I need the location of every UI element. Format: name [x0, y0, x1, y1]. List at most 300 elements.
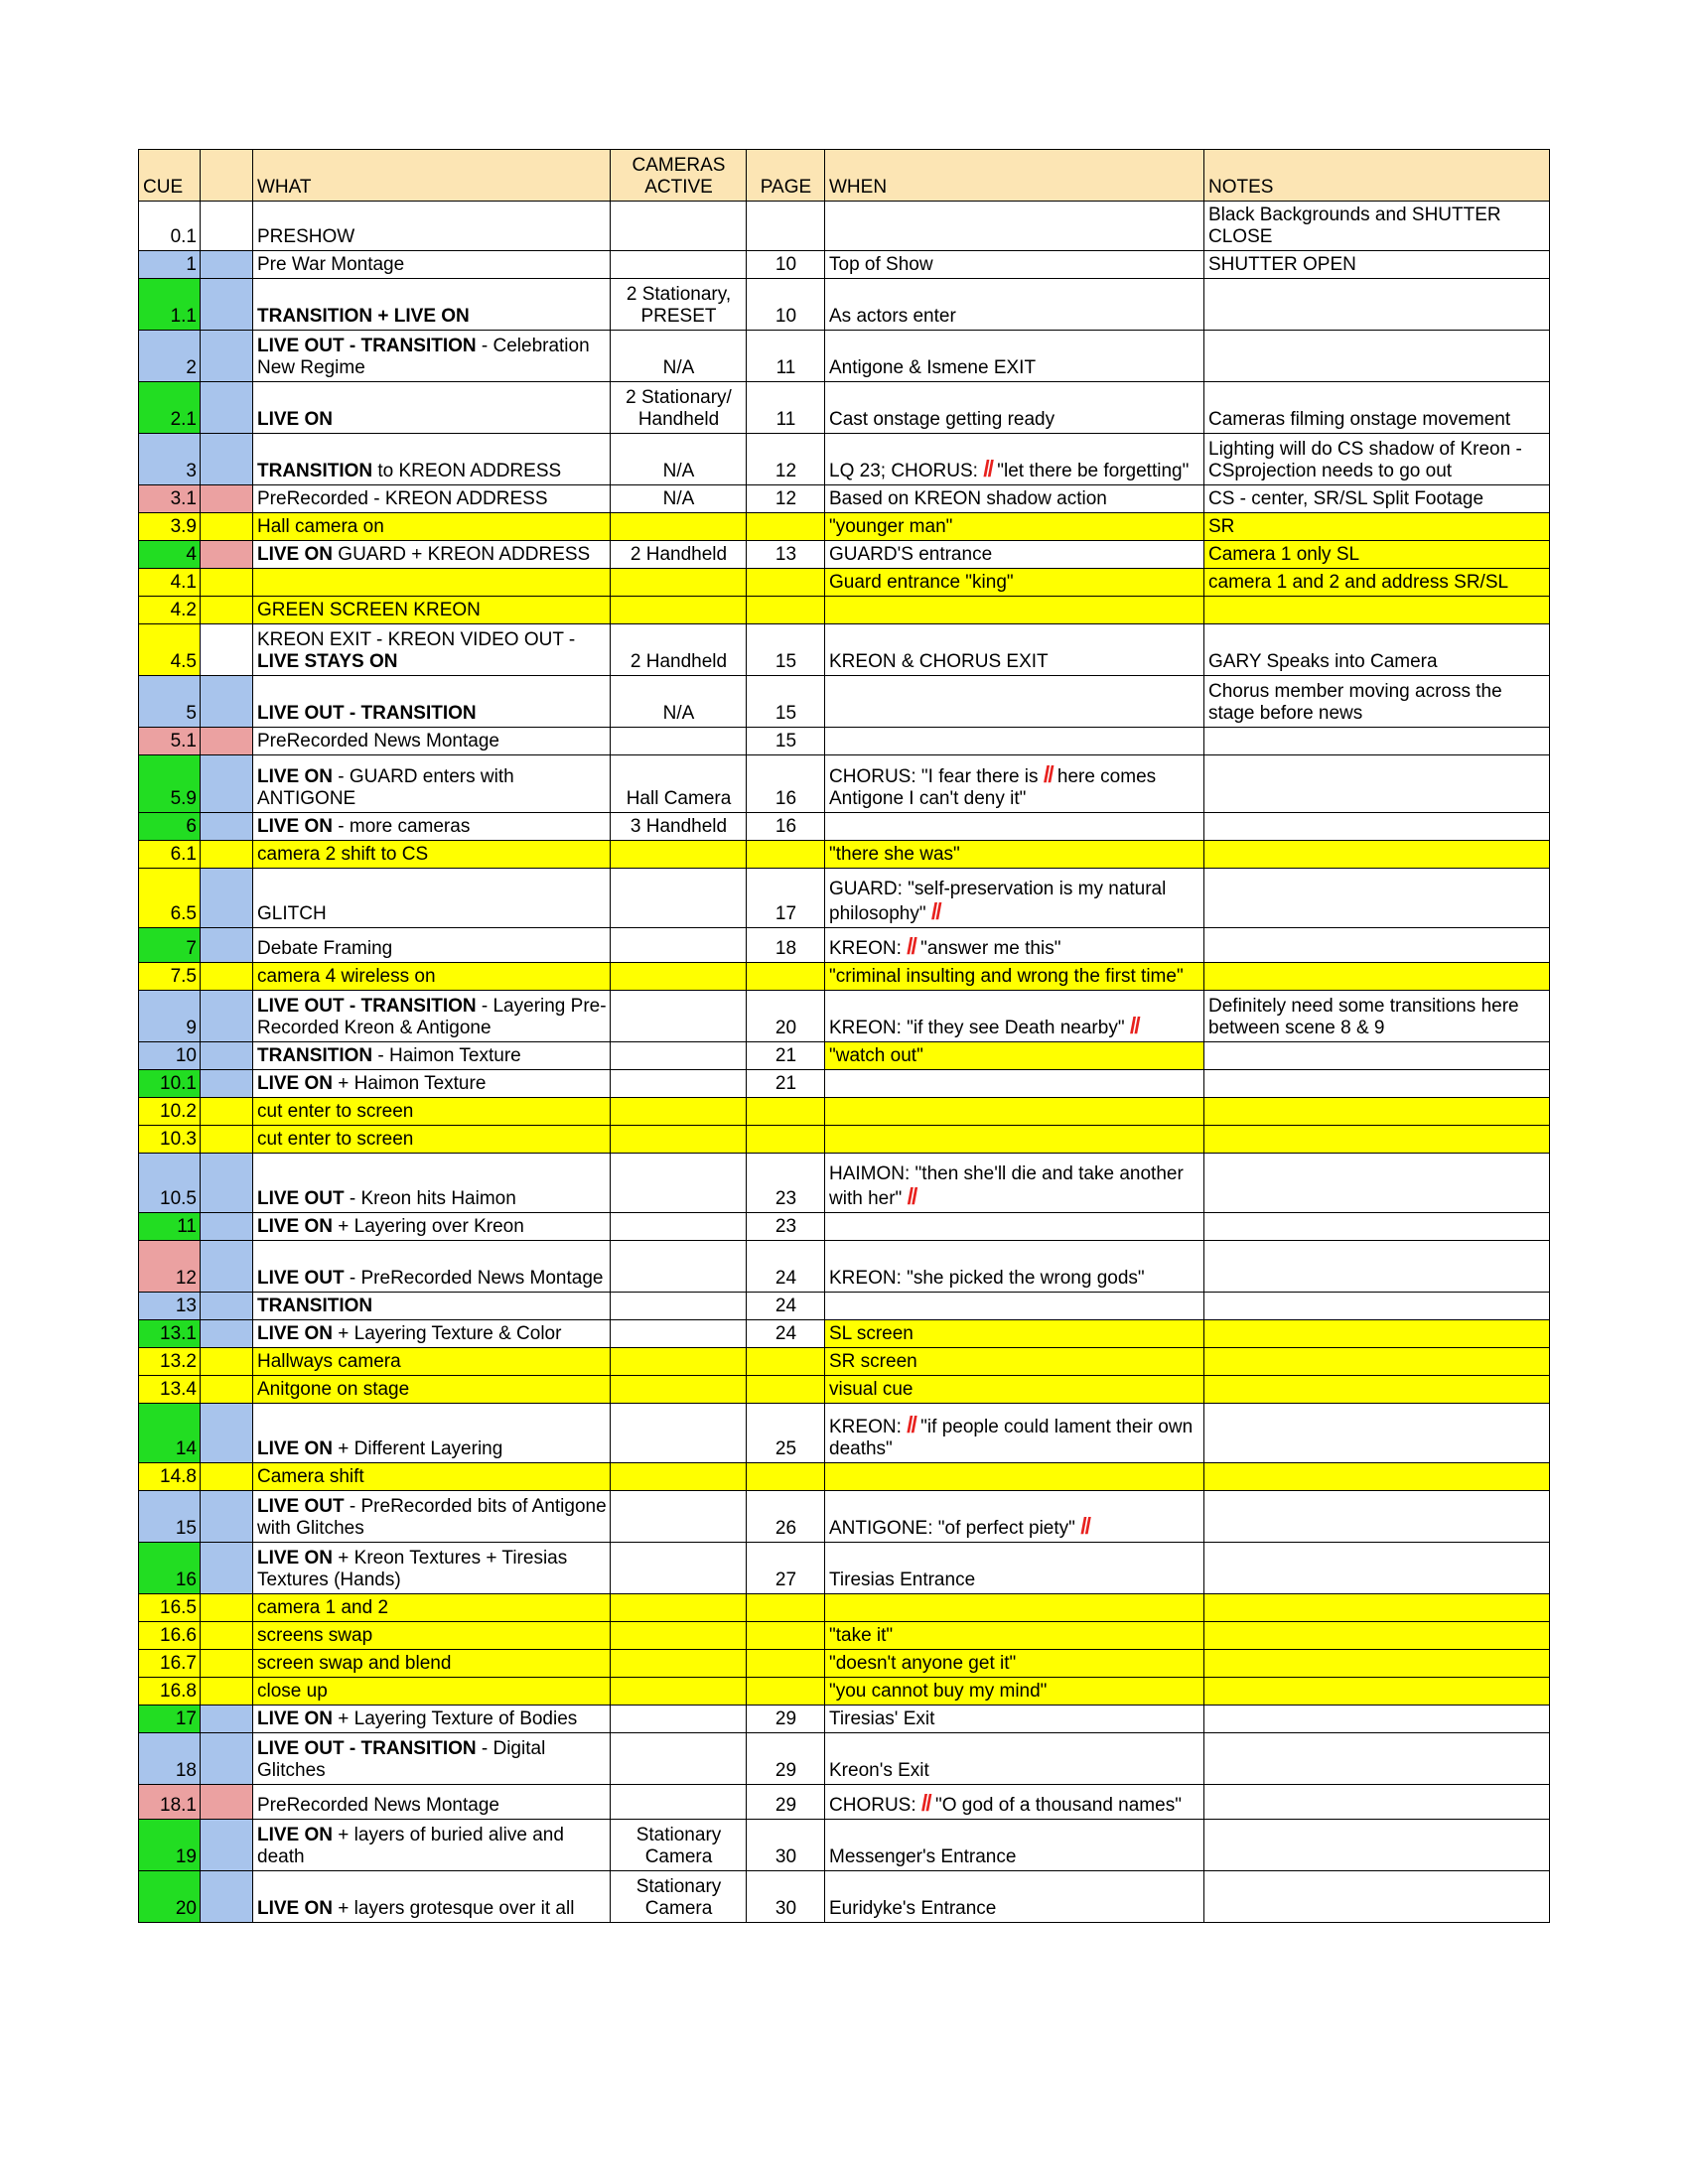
cue-what — [253, 279, 611, 331]
cue-when — [825, 991, 1204, 1042]
cue-row — [139, 1126, 1550, 1154]
cue-row — [139, 1070, 1550, 1098]
cue-notes: Camera 1 only SL — [1204, 541, 1550, 569]
cue-number: 5.9 — [139, 755, 201, 813]
cue-notes: Lighting will do CS shadow of Kreon - CSprojection needs to go out — [1204, 434, 1550, 485]
cue-cameras: N/A — [611, 676, 747, 728]
cue-number: 4.2 — [139, 597, 201, 624]
header-cameras-line2: ACTIVE — [644, 177, 713, 198]
cue-cameras — [611, 1785, 747, 1820]
cue-what — [253, 1213, 611, 1241]
when-text: LQ 23; CHORUS: — [829, 461, 984, 481]
when-text: Antigone & Ismene EXIT — [829, 357, 1037, 378]
what-text: to KREON ADDRESS — [372, 461, 562, 481]
what-text: GLITCH — [257, 903, 327, 924]
when-text: As actors enter — [829, 306, 956, 327]
cue-page — [747, 513, 825, 541]
when-text: KREON: "she picked the wrong gods" — [829, 1268, 1145, 1289]
what-bold-text: LIVE ON — [257, 1216, 334, 1237]
cue-what — [253, 597, 611, 624]
cue-notes: Definitely need some transitions here between scene 8 & 9 — [1204, 991, 1550, 1042]
when-text: HAIMON: "then she'll die and take another with her" — [829, 1163, 1184, 1209]
cue-row — [139, 1785, 1550, 1820]
cue-when — [825, 1376, 1204, 1404]
cue-type-swatch — [201, 1733, 253, 1785]
what-bold-text: LIVE OUT — [257, 1188, 345, 1209]
cue-row — [139, 624, 1550, 676]
cue-page: 20 — [747, 991, 825, 1042]
cue-type-swatch — [201, 541, 253, 569]
cue-cameras: 2 Stationary/ Handheld — [611, 382, 747, 434]
cue-what — [253, 1241, 611, 1293]
when-text: "if people could lament their own deaths" — [829, 1417, 1194, 1459]
cue-notes — [1204, 755, 1550, 813]
cue-notes: SR — [1204, 513, 1550, 541]
cue-row — [139, 676, 1550, 728]
cue-number: 5.1 — [139, 728, 201, 755]
when-text: "watch out" — [829, 1045, 923, 1066]
what-text: + Layering Texture of Bodies — [333, 1708, 578, 1729]
what-text: PreRecorded News Montage — [257, 1795, 499, 1816]
cue-type-swatch — [201, 279, 253, 331]
what-text: PreRecorded News Montage — [257, 731, 499, 751]
header-row — [139, 150, 1550, 202]
cue-when — [825, 1154, 1204, 1213]
cue-when — [825, 1594, 1204, 1622]
cue-notes — [1204, 1293, 1550, 1320]
cue-type-swatch — [201, 1650, 253, 1678]
cue-number: 16.7 — [139, 1650, 201, 1678]
when-text: Guard entrance "king" — [829, 572, 1014, 593]
cue-type-swatch — [201, 1404, 253, 1463]
what-text: PRESHOW — [257, 226, 355, 247]
cue-what — [253, 434, 611, 485]
cue-row — [139, 331, 1550, 382]
what-text: screen swap and blend — [257, 1653, 452, 1674]
cue-when — [825, 541, 1204, 569]
cue-row — [139, 1706, 1550, 1733]
line-separator-mark: // — [1080, 1513, 1089, 1539]
cue-cameras — [611, 202, 747, 251]
header-page: PAGE — [747, 150, 825, 202]
cue-when — [825, 513, 1204, 541]
cue-number: 4 — [139, 541, 201, 569]
cue-when — [825, 434, 1204, 485]
cue-page — [747, 1678, 825, 1706]
what-bold-text: TRANSITION + LIVE ON — [257, 306, 470, 327]
cue-type-swatch — [201, 1348, 253, 1376]
what-text: - Haimon Texture — [372, 1045, 521, 1066]
cue-page — [747, 569, 825, 597]
cue-when — [825, 813, 1204, 841]
cue-what — [253, 1650, 611, 1678]
cue-row — [139, 251, 1550, 279]
header-cue: CUE — [139, 150, 201, 202]
what-bold-text: LIVE ON — [257, 1438, 334, 1459]
cue-what — [253, 1491, 611, 1543]
cue-cameras — [611, 1491, 747, 1543]
cue-number: 14.8 — [139, 1463, 201, 1491]
cue-row — [139, 541, 1550, 569]
cue-row — [139, 991, 1550, 1042]
cue-what — [253, 1320, 611, 1348]
when-text: visual cue — [829, 1379, 914, 1400]
cue-row — [139, 1594, 1550, 1622]
cue-type-swatch — [201, 1706, 253, 1733]
cue-number: 1.1 — [139, 279, 201, 331]
cue-sheet-table — [138, 149, 1550, 1923]
cue-number: 3.9 — [139, 513, 201, 541]
cue-page: 16 — [747, 813, 825, 841]
cue-when — [825, 1098, 1204, 1126]
cue-when — [825, 1126, 1204, 1154]
cue-page: 27 — [747, 1543, 825, 1594]
cue-cameras: Stationary Camera — [611, 1871, 747, 1923]
what-text: cut enter to screen — [257, 1129, 414, 1150]
cue-type-swatch — [201, 1042, 253, 1070]
cue-what — [253, 1678, 611, 1706]
cue-page — [747, 597, 825, 624]
cue-what — [253, 991, 611, 1042]
what-text: KREON EXIT - KREON VIDEO OUT - — [257, 629, 576, 650]
what-text: - Kreon hits Haimon — [344, 1188, 516, 1209]
cue-cameras — [611, 1733, 747, 1785]
cue-what — [253, 813, 611, 841]
line-separator-mark: // — [907, 933, 915, 959]
cue-type-swatch — [201, 1463, 253, 1491]
cue-number: 11 — [139, 1213, 201, 1241]
cue-what — [253, 676, 611, 728]
cue-notes — [1204, 1404, 1550, 1463]
line-separator-mark: // — [1129, 1013, 1139, 1038]
what-text: + Haimon Texture — [333, 1073, 487, 1094]
cue-what — [253, 841, 611, 869]
cue-when — [825, 841, 1204, 869]
cue-number: 4.5 — [139, 624, 201, 676]
cue-type-swatch — [201, 869, 253, 928]
what-bold-text: LIVE ON — [257, 766, 334, 787]
line-separator-mark: // — [1043, 761, 1053, 787]
cue-page: 10 — [747, 279, 825, 331]
cue-page: 10 — [747, 251, 825, 279]
cue-row — [139, 1098, 1550, 1126]
cue-number: 4.1 — [139, 569, 201, 597]
cue-row — [139, 1293, 1550, 1320]
when-text: "younger man" — [829, 516, 953, 537]
what-bold-text: LIVE OUT — [257, 1268, 345, 1289]
cue-number: 5 — [139, 676, 201, 728]
cue-when — [825, 382, 1204, 434]
cue-notes — [1204, 1348, 1550, 1376]
cue-row — [139, 1871, 1550, 1923]
cue-row — [139, 513, 1550, 541]
cue-row — [139, 569, 1550, 597]
cue-type-swatch — [201, 1871, 253, 1923]
cue-what — [253, 1098, 611, 1126]
cue-row — [139, 597, 1550, 624]
cue-page: 23 — [747, 1154, 825, 1213]
cue-notes — [1204, 1463, 1550, 1491]
cue-cameras — [611, 1126, 747, 1154]
what-text: + Different Layering — [333, 1438, 503, 1459]
when-text: "let there be forgetting" — [992, 461, 1190, 481]
cue-what — [253, 963, 611, 991]
cue-number: 13.2 — [139, 1348, 201, 1376]
cue-page: 29 — [747, 1785, 825, 1820]
cue-cameras: N/A — [611, 434, 747, 485]
cue-type-swatch — [201, 382, 253, 434]
cue-rows — [139, 202, 1550, 1923]
cue-row — [139, 1463, 1550, 1491]
cue-when — [825, 1785, 1204, 1820]
what-text: + layers grotesque over it all — [333, 1898, 575, 1919]
cue-when — [825, 963, 1204, 991]
cue-what — [253, 728, 611, 755]
cue-type-swatch — [201, 513, 253, 541]
cue-notes: Cameras filming onstage movement — [1204, 382, 1550, 434]
cue-notes — [1204, 1871, 1550, 1923]
cue-number: 20 — [139, 1871, 201, 1923]
cue-notes — [1204, 597, 1550, 624]
header-when: WHEN — [825, 150, 1204, 202]
when-text: "answer me this" — [914, 938, 1061, 959]
what-bold-text: LIVE ON — [257, 544, 334, 565]
when-text: GUARD'S entrance — [829, 544, 993, 565]
cue-notes — [1204, 1070, 1550, 1098]
cue-when — [825, 1463, 1204, 1491]
cue-page: 11 — [747, 331, 825, 382]
cue-what — [253, 1871, 611, 1923]
cue-page: 24 — [747, 1293, 825, 1320]
cue-row — [139, 963, 1550, 991]
when-text: KREON: — [829, 938, 908, 959]
what-text: Anitgone on stage — [257, 1379, 410, 1400]
cue-page: 17 — [747, 869, 825, 928]
cue-what — [253, 1376, 611, 1404]
when-text: GUARD: "self-preservation is my natural philosophy" — [829, 879, 1167, 924]
cue-type-swatch — [201, 1241, 253, 1293]
what-text: - more cameras — [333, 816, 471, 837]
cue-cameras — [611, 1241, 747, 1293]
what-bold-text: LIVE OUT - TRANSITION — [257, 996, 477, 1017]
cue-what — [253, 1348, 611, 1376]
cue-notes — [1204, 279, 1550, 331]
cue-row — [139, 1376, 1550, 1404]
cue-when — [825, 728, 1204, 755]
cue-cameras — [611, 991, 747, 1042]
cue-when — [825, 1871, 1204, 1923]
cue-what — [253, 1706, 611, 1733]
cue-row — [139, 728, 1550, 755]
cue-page: 29 — [747, 1733, 825, 1785]
cue-notes: GARY Speaks into Camera — [1204, 624, 1550, 676]
cue-number: 10.1 — [139, 1070, 201, 1098]
when-text: KREON: — [829, 1417, 908, 1437]
cue-notes — [1204, 813, 1550, 841]
cue-page — [747, 1126, 825, 1154]
cue-what — [253, 755, 611, 813]
when-text: Euridyke's Entrance — [829, 1898, 997, 1919]
cue-number: 3.1 — [139, 485, 201, 513]
what-bold-text: LIVE ON — [257, 1708, 334, 1729]
cue-page: 15 — [747, 676, 825, 728]
cue-row — [139, 1820, 1550, 1871]
cue-notes: SHUTTER OPEN — [1204, 251, 1550, 279]
cue-when — [825, 755, 1204, 813]
cue-what — [253, 202, 611, 251]
cue-page: 23 — [747, 1213, 825, 1241]
cue-type-swatch — [201, 813, 253, 841]
cue-what — [253, 1042, 611, 1070]
cue-what — [253, 1785, 611, 1820]
cue-number: 18 — [139, 1733, 201, 1785]
cue-cameras — [611, 1650, 747, 1678]
cue-notes — [1204, 1098, 1550, 1126]
what-text: Hallways camera — [257, 1351, 401, 1372]
cue-row — [139, 1348, 1550, 1376]
cue-cameras — [611, 963, 747, 991]
cue-type-swatch — [201, 251, 253, 279]
cue-when — [825, 928, 1204, 963]
cue-cameras — [611, 1070, 747, 1098]
what-text: - PreRecorded bits of Antigone with Glitches — [257, 1496, 607, 1539]
cue-when — [825, 1320, 1204, 1348]
when-text: "take it" — [829, 1625, 894, 1646]
cue-row — [139, 202, 1550, 251]
cue-row — [139, 1320, 1550, 1348]
what-text: - Digital Glitches — [257, 1738, 546, 1781]
when-text: here comes Antigone I can't deny it" — [829, 766, 1157, 809]
cue-type-swatch — [201, 1070, 253, 1098]
cue-what — [253, 1594, 611, 1622]
what-text: + layers of buried alive and death — [257, 1825, 564, 1867]
what-text: screens swap — [257, 1625, 373, 1646]
cue-notes — [1204, 1320, 1550, 1348]
cue-when — [825, 1348, 1204, 1376]
cue-cameras — [611, 1543, 747, 1594]
cue-cameras — [611, 569, 747, 597]
cue-cameras — [611, 1098, 747, 1126]
what-text: camera 2 shift to CS — [257, 844, 429, 865]
cue-number: 12 — [139, 1241, 201, 1293]
when-text: Tiresias Entrance — [829, 1570, 976, 1590]
cue-when — [825, 569, 1204, 597]
cue-page — [747, 963, 825, 991]
cue-notes — [1204, 1213, 1550, 1241]
line-separator-mark: // — [907, 1183, 916, 1209]
cue-number: 16.8 — [139, 1678, 201, 1706]
cue-notes: Black Backgrounds and SHUTTER CLOSE — [1204, 202, 1550, 251]
cue-cameras — [611, 1376, 747, 1404]
cue-type-swatch — [201, 1543, 253, 1594]
cue-page — [747, 1348, 825, 1376]
cue-page: 16 — [747, 755, 825, 813]
what-text: cut enter to screen — [257, 1101, 414, 1122]
what-text: GUARD + KREON ADDRESS — [333, 544, 591, 565]
cue-when — [825, 1213, 1204, 1241]
cue-what — [253, 513, 611, 541]
cue-what — [253, 251, 611, 279]
cue-notes — [1204, 1376, 1550, 1404]
cue-cameras: 3 Handheld — [611, 813, 747, 841]
cue-row — [139, 1733, 1550, 1785]
cue-page — [747, 1463, 825, 1491]
cue-what — [253, 1543, 611, 1594]
cue-cameras — [611, 513, 747, 541]
cue-notes — [1204, 1820, 1550, 1871]
cue-when — [825, 869, 1204, 928]
cue-type-swatch — [201, 1785, 253, 1820]
cue-what — [253, 1820, 611, 1871]
header-type — [201, 150, 253, 202]
cue-cameras — [611, 1678, 747, 1706]
cue-when — [825, 331, 1204, 382]
cue-number: 6.5 — [139, 869, 201, 928]
cue-notes — [1204, 963, 1550, 991]
cue-page — [747, 1594, 825, 1622]
cue-cameras: 2 Stationary, PRESET — [611, 279, 747, 331]
what-bold-text: LIVE STAYS ON — [257, 651, 398, 672]
cue-when — [825, 1293, 1204, 1320]
what-bold-text: LIVE ON — [257, 1898, 334, 1919]
cue-notes — [1204, 1650, 1550, 1678]
cue-page — [747, 1376, 825, 1404]
cue-type-swatch — [201, 1820, 253, 1871]
what-bold-text: LIVE OUT - TRANSITION — [257, 1738, 477, 1759]
when-text: "doesn't anyone get it" — [829, 1653, 1017, 1674]
cue-type-swatch — [201, 569, 253, 597]
cue-number: 16.5 — [139, 1594, 201, 1622]
cue-page — [747, 1622, 825, 1650]
cue-type-swatch — [201, 1491, 253, 1543]
cue-when — [825, 676, 1204, 728]
cue-notes — [1204, 1154, 1550, 1213]
when-text: KREON & CHORUS EXIT — [829, 651, 1049, 672]
what-bold-text: LIVE ON — [257, 1825, 334, 1845]
what-bold-text: TRANSITION — [257, 1045, 373, 1066]
cue-cameras — [611, 1154, 747, 1213]
cue-row — [139, 813, 1550, 841]
cue-row — [139, 755, 1550, 813]
cue-type-swatch — [201, 1622, 253, 1650]
cue-when — [825, 1042, 1204, 1070]
when-text: Cast onstage getting ready — [829, 409, 1055, 430]
cue-page — [747, 841, 825, 869]
cue-what — [253, 382, 611, 434]
cue-notes: CS - center, SR/SL Split Footage — [1204, 485, 1550, 513]
when-text: CHORUS: "I fear there is — [829, 766, 1044, 787]
cue-number: 16.6 — [139, 1622, 201, 1650]
cue-cameras: N/A — [611, 485, 747, 513]
cue-type-swatch — [201, 434, 253, 485]
cue-row — [139, 1154, 1550, 1213]
cue-cameras — [611, 1594, 747, 1622]
cue-type-swatch — [201, 1678, 253, 1706]
what-text: + Layering Texture & Color — [333, 1323, 562, 1344]
cue-number: 2 — [139, 331, 201, 382]
what-text: camera 1 and 2 — [257, 1597, 389, 1618]
cue-row — [139, 841, 1550, 869]
cue-notes — [1204, 1678, 1550, 1706]
cue-cameras — [611, 1213, 747, 1241]
what-text: GREEN SCREEN KREON — [257, 600, 481, 620]
cue-row — [139, 485, 1550, 513]
what-bold-text: LIVE ON — [257, 816, 334, 837]
cue-cameras — [611, 841, 747, 869]
cue-when — [825, 1622, 1204, 1650]
cue-cameras — [611, 1320, 747, 1348]
when-text: ANTIGONE: "of perfect piety" — [829, 1518, 1081, 1539]
